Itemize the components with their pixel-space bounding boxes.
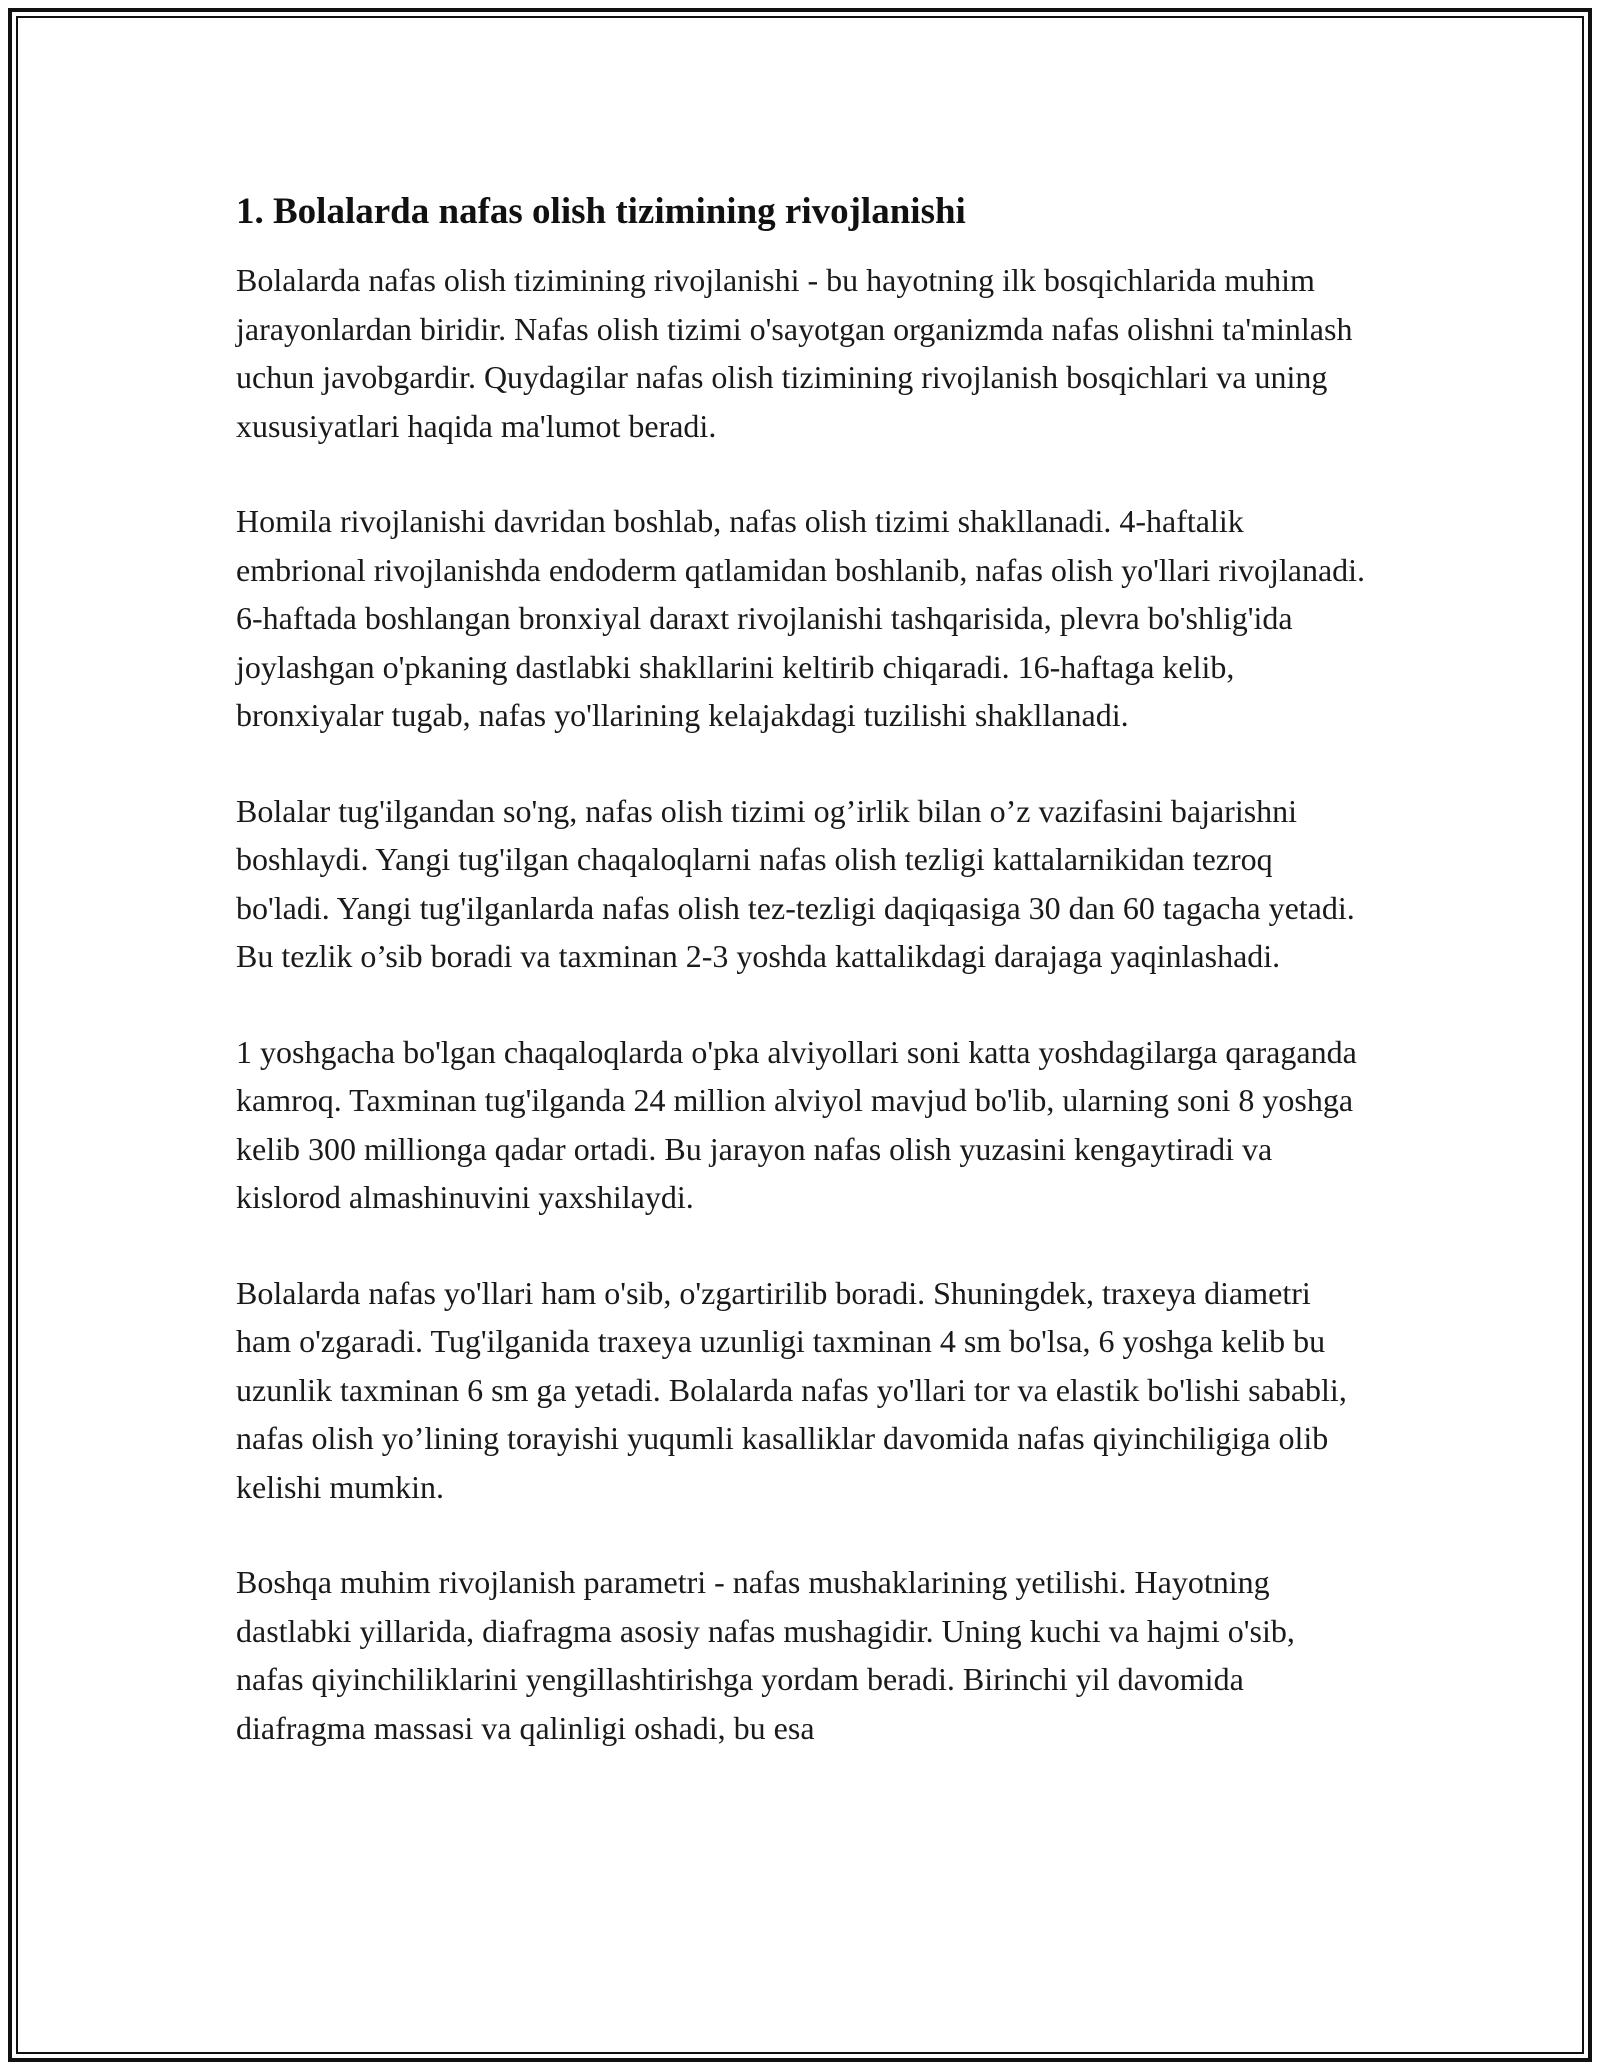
document-body	[236, 188, 1366, 1799]
paragraph-embryonic-development: Homila rivojlanishi davridan boshlab, nafas olish tizimi shakllanadi. 4-haftalik embrional rivojlanishda endoderm qatlamidan boshlanib, nafas olish yo'llari rivojlanadi. 6-haftada boshlangan bronxiyal daraxt rivojlanishi tashqarisida, plevra bo'shlig'ida joylashgan o'pkaning dastlabki shakllarini keltirib chiqaradi. 16-haftaga kelib, bronxiyalar tugab, nafas yo'llarining kelajakdagi tuzilishi shakllanadi.	[236, 503, 1366, 733]
paragraph-intro: Bolalarda nafas olish tizimining rivojlanishi - bu hayotning ilk bosqichlarida muhim jarayonlardan biridir. Nafas olish tizimi o'sayotgan organizmda nafas olishni ta'minlash uchun javobgardir. Quydagilar nafas olish tizimining rivojlanish bosqichlari va uning xususiyatlari haqida ma'lumot beradi.	[236, 262, 1353, 444]
paragraph-respiratory-muscles: Boshqa muhim rivojlanish parametri - nafas mushaklarining yetilishi. Hayotning dastlabki yillarida, diafragma asosiy nafas mushagidir. Uning kuchi va hajmi o'sib, nafas qiyinchiliklarini yengillashtirishga yordam beradi. Birinchi yil davomida diafragma massasi va qalinligi oshadi, bu esa	[236, 1564, 1295, 1746]
paragraph-after-birth: Bolalar tug'ilgandan so'ng, nafas olish tizimi og’irlik bilan o’z vazifasini bajarishni boshlaydi. Yangi tug'ilgan chaqaloqlarni nafas olish tezligi kattalarnikidan tezroq bo'ladi. Yangi tug'ilganlarda nafas olish tez-tezligi daqiqasiga 30 dan 60 tagacha yetadi. Bu tezlik o’sib boradi va taxminan 2-3 yoshda kattalikdagi darajaga yaqinlashadi.	[236, 792, 1355, 974]
paragraph-alveoli: 1 yoshgacha bo'lgan chaqaloqlarda o'pka alviyollari soni katta yoshdagilarga qaraganda kamroq. Taxminan tug'ilganda 24 million alviyol mavjud bo'lib, ularning soni 8 yoshga kelib 300 millionga qadar ortadi. Bu jarayon nafas olish yuzasini kengaytiradi va kislorod almashinuvini yaxshilaydi.	[236, 1033, 1357, 1215]
section-heading: 1. Bolalarda nafas olish tizimining rivojlanishi	[236, 191, 966, 232]
paragraph-airways: Bolalarda nafas yo'llari ham o'sib, o'zgartirilib boradi. Shuningdek, traxeya diametri ham o'zgaradi. Tug'ilganida traxeya uzunligi taxminan 4 sm bo'lsa, 6 yoshga kelib bu uzunlik taxminan 6 sm ga yetadi. Bolalarda nafas yo'llari tor va elastik bo'lishi sababli, nafas olish yo’lining torayishi yuqumli kasalliklar davomida nafas qiyinchiligiga olib kelishi mumkin.	[236, 1274, 1347, 1505]
